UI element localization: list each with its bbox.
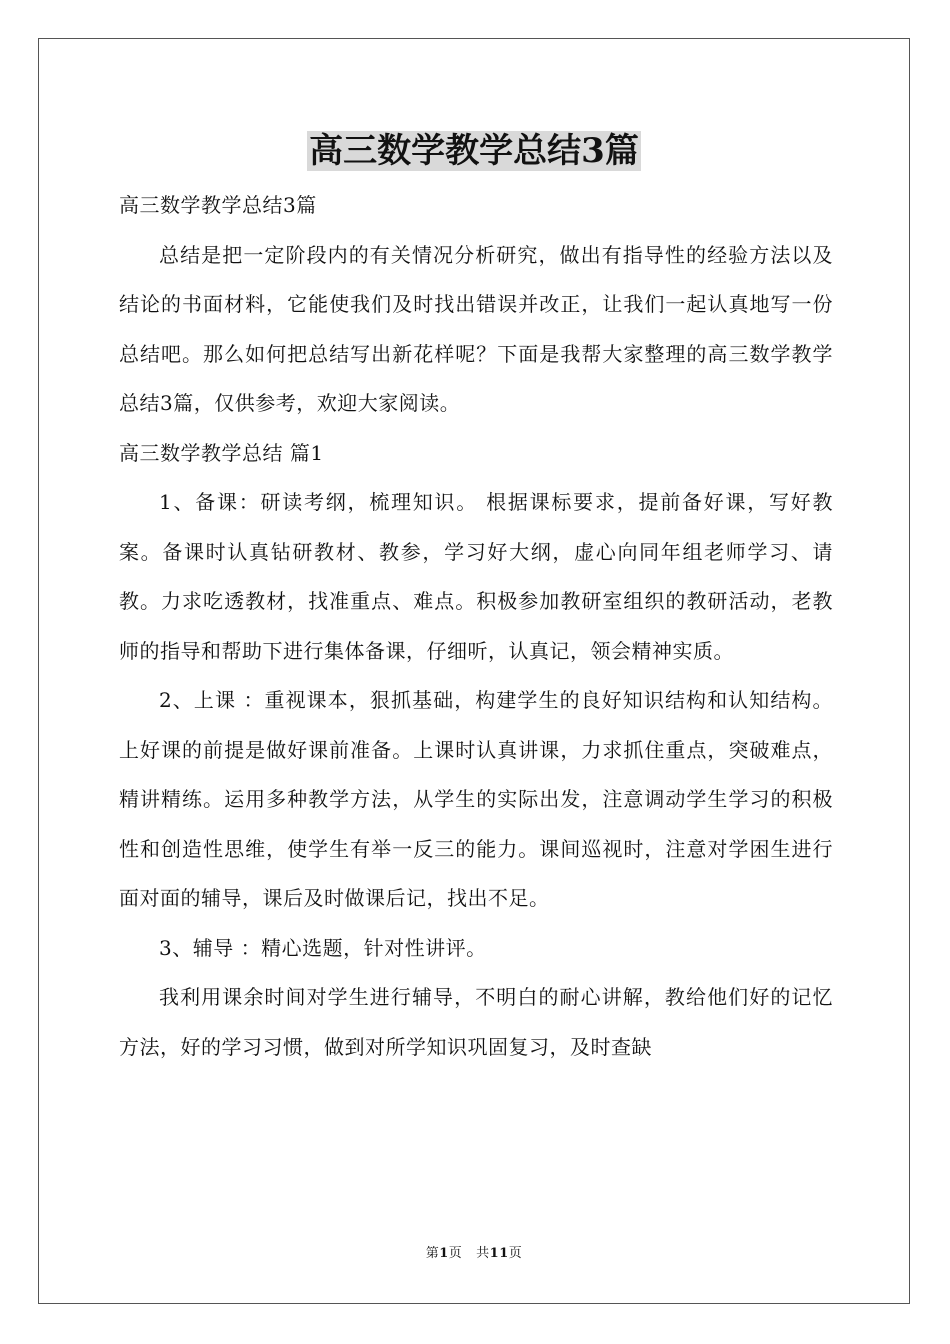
footer-mid: 页 共 xyxy=(448,1246,490,1261)
paragraph: 2、上课 ：重视课本，狠抓基础，构建学生的良好知识结构和认知结构。 上好课的前提是做好课前准备。上课时认真讲课，力求抓住重点，突破难点，精讲精练。运用多种教学方法，从学生的实际出发，注意调动学生学习的积极性和创造性思维，使学生有举一反三的能力。课间巡视时，注意对学困生进行面对面的辅导，课后及时做课后记，找出不足。 xyxy=(119,688,833,910)
footer-page-total: 11 xyxy=(489,1246,509,1261)
document-page xyxy=(38,38,910,1304)
paragraph: 我利用课余时间对学生进行辅导，不明白的耐心讲解，教给他们好的记忆方法，好的学习习惯，做到对所学知识巩固复习，及时查缺 xyxy=(119,985,833,1059)
document-title-text: 高三数学教学总结3篇 xyxy=(309,131,639,171)
paragraph: 总结是把一定阶段内的有关情况分析研究，做出有指导性的经验方法以及结论的书面材料，它能使我们及时找出错误并改正，让我们一起认真地写一份总结吧。那么如何把总结写出新花样呢？下面是我帮大家整理的高三数学教学总结3篇，仅供参考，欢迎大家阅读。 xyxy=(119,242,833,415)
document-title xyxy=(39,131,909,172)
footer-page-current: 1 xyxy=(439,1246,449,1261)
paragraph: 1、备课：研读考纲，梳理知识。 根据课标要求，提前备好课，写好教案。备课时认真钻研教材、教参，学习好大纲，虚心向同年组老师学习、请教。力求吃透教材，找准重点、难点。积极参加教研室组织的教研活动，老教师的指导和帮助下进行集体备课，仔细听，认真记，领会精神实质。 xyxy=(119,490,833,663)
page-footer xyxy=(39,1242,909,1261)
paragraph: 高三数学教学总结3篇 xyxy=(119,193,317,217)
document-body xyxy=(119,181,833,1072)
footer-prefix: 第 xyxy=(425,1246,440,1261)
paragraph: 3、辅导 ：精心选题，针对性讲评。 xyxy=(159,935,487,960)
footer-suffix: 页 xyxy=(508,1246,523,1261)
paragraph: 高三数学教学总结 篇1 xyxy=(119,440,324,465)
